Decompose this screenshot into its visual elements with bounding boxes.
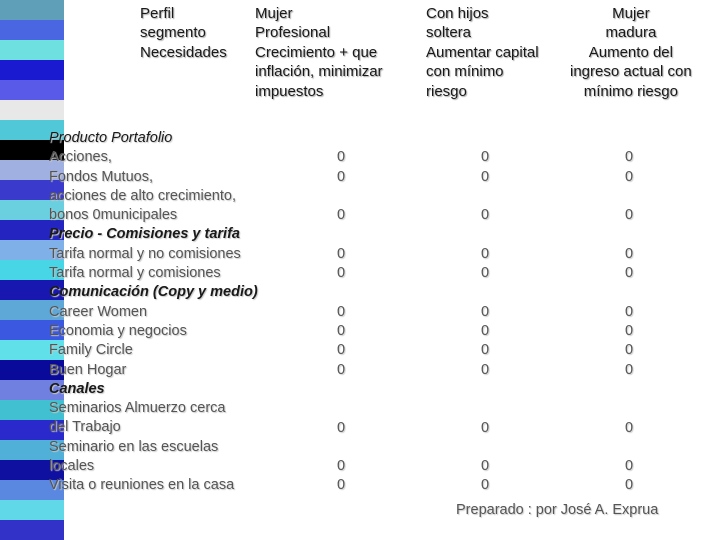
header-line: madura xyxy=(605,24,657,42)
row-label: Tarifa normal y comisiones xyxy=(49,265,221,282)
row-label: bonos 0municipales xyxy=(49,207,178,224)
row-label: Seminario en las escuelas xyxy=(49,438,219,455)
stripe-block xyxy=(0,100,64,120)
cell-value: 0 xyxy=(625,458,634,475)
cell-value: 0 xyxy=(625,168,634,185)
row-label: Tarifa normal y no comisiones xyxy=(49,245,241,262)
cell-value: 0 xyxy=(625,477,634,494)
cell-value: 0 xyxy=(625,303,634,320)
cell-value: 0 xyxy=(337,361,346,378)
cell-value: 0 xyxy=(625,149,634,166)
cell-value: 0 xyxy=(337,342,346,359)
cell-value: 0 xyxy=(625,323,634,339)
stripe-block xyxy=(0,40,64,60)
cell-value: 0 xyxy=(337,477,346,494)
footer-credit: Preparado : por José A. Exprua xyxy=(456,502,659,518)
row-label: Economia y negocios xyxy=(49,322,187,339)
row-label: Fondos Mutuos, xyxy=(49,168,153,185)
row-label: Buen Hogar xyxy=(49,361,127,378)
header-line: Aumento del xyxy=(588,43,673,61)
row-label: del Trabajo xyxy=(49,419,121,436)
cell-value: 0 xyxy=(481,303,490,320)
cell-value: 0 xyxy=(337,207,346,224)
row-labels xyxy=(49,129,258,496)
header-line: Mujer xyxy=(255,5,293,22)
cell-value: 0 xyxy=(337,265,346,282)
cell-value: 0 xyxy=(337,245,346,262)
cell-value: 0 xyxy=(337,149,346,166)
cell-value: 0 xyxy=(337,303,346,320)
stripe-block xyxy=(0,60,64,80)
cell-value: 0 xyxy=(337,419,346,436)
cell-value: 0 xyxy=(625,419,634,436)
row-label: Family Circle xyxy=(49,342,133,359)
row-label: locales xyxy=(49,458,95,475)
header-line: Perfil xyxy=(140,5,175,22)
cell-value: 0 xyxy=(337,168,346,185)
row-label: Seminarios Almuerzo cerca xyxy=(49,400,226,417)
cell-value: 0 xyxy=(481,342,490,359)
cell-value: 0 xyxy=(625,342,634,359)
cell-value: 0 xyxy=(625,361,634,378)
cell-value: 0 xyxy=(481,207,490,224)
header-line: riesgo xyxy=(426,82,467,100)
cell-value: 0 xyxy=(625,207,634,224)
cell-value: 0 xyxy=(337,323,346,339)
stripe-block xyxy=(0,520,64,540)
cell-value: 0 xyxy=(481,419,490,436)
row-label: Visita o reuniones en la casa xyxy=(49,477,235,494)
header-line: Necesidades xyxy=(140,43,227,61)
header-profile-label xyxy=(140,4,227,62)
header-mujer-profesional xyxy=(255,4,383,101)
stripe-block xyxy=(0,20,64,40)
header-line: inflación, minimizar xyxy=(255,63,383,81)
category-label: Comunicación (Copy y medio) xyxy=(49,284,258,301)
cell-value: 0 xyxy=(625,245,634,262)
stripe-block xyxy=(0,500,64,520)
cell-value: 0 xyxy=(625,265,634,282)
category-label: Canales xyxy=(49,380,105,397)
cell-value: 0 xyxy=(481,168,490,185)
header-line: mínimo riesgo xyxy=(583,82,678,100)
cell-value: 0 xyxy=(481,361,490,378)
header-line: con mínimo xyxy=(426,63,504,81)
cell-value: 0 xyxy=(481,265,490,282)
header-line: Crecimiento + que xyxy=(255,43,378,61)
header-line: segmento xyxy=(140,24,206,42)
header-line: Mujer xyxy=(612,5,650,22)
row-label: Career Women xyxy=(49,303,148,320)
header-line: soltera xyxy=(426,24,472,42)
category-label: Producto Portafolio xyxy=(49,130,173,146)
cell-value: 0 xyxy=(481,245,490,262)
header-line: Aumentar capital xyxy=(426,43,539,61)
header-line: impuestos xyxy=(255,82,324,100)
row-label: acciones de alto crecimiento, xyxy=(49,187,236,204)
cell-value: 0 xyxy=(481,149,490,166)
cell-value: 0 xyxy=(481,477,490,494)
category-label: Precio - Comisiones y tarifa xyxy=(49,226,240,243)
header-mujer-madura xyxy=(570,4,692,101)
cell-value: 0 xyxy=(337,458,346,475)
header-con-hijos-soltera xyxy=(426,4,539,101)
header-line: ingreso actual con xyxy=(570,63,692,81)
stripe-block xyxy=(0,0,64,20)
cell-value: 0 xyxy=(481,323,490,339)
stripe-block xyxy=(0,80,64,100)
row-label: Acciones, xyxy=(49,149,112,166)
header-line: Con hijos xyxy=(426,5,489,22)
cell-value: 0 xyxy=(481,458,490,475)
header-line: Profesional xyxy=(255,24,331,42)
